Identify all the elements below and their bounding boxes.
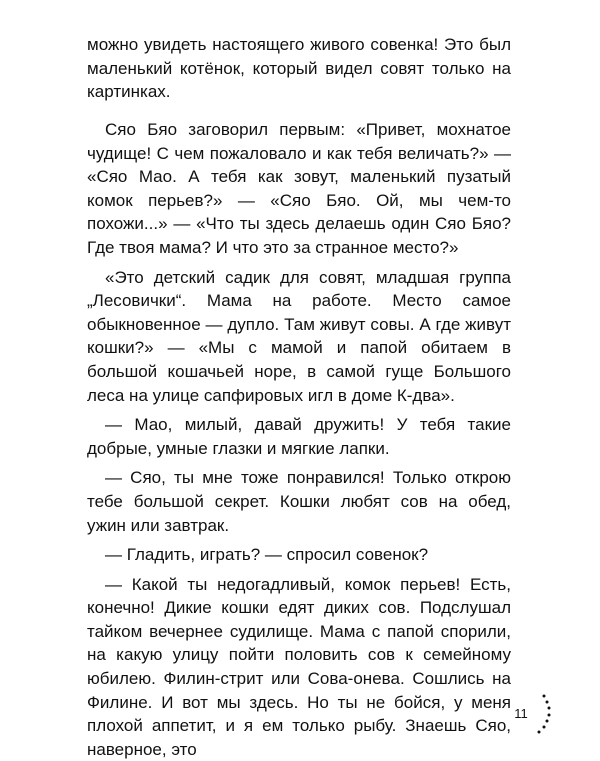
paragraph-4: — Сяо, ты мне тоже понравился! Только открою тебе большой секрет. Кошки любят сов на обед, ужин или завтрак. xyxy=(87,468,511,535)
paragraph-6: — Какой ты недогадливый, комок перьев! Есть, конечно! Дикие кошки едят диких сов. Подслушал тайком вечернее судилище. Мама с папой спорили, на какую улицу пойти половить сов к семейному юбилею. Филин-стрит или Сова-онева. Сошлись на Филине. И вот мы здесь. Но ты не бойся, у меня плохой аппетит, и я ем только рыбу. Знаешь Сяо, наверное, это xyxy=(87,574,511,759)
page-number: 11 xyxy=(514,706,528,721)
paragraph-continuation: можно увидеть настоящего живого совенка! Это был маленький котёнок, который видел совят только на картинках. xyxy=(87,35,511,102)
text-block-main xyxy=(87,118,511,761)
paragraph-5: — Гладить, играть? — спросил совенок? xyxy=(105,545,429,565)
paragraph-2: «Это детский садик для совят, младшая группа „Лесовички“. Мама на работе. Место самое обыкновенное — дупло. Там живут совы. А где живут кошки?» — «Мы с мамой и папой обитаем в большой кошачьей норе, в самой гуще Большого леса на улице сапфировых игл в доме К-два». xyxy=(87,267,511,405)
paragraph-3: — Мао, милый, давай дружить! У тебя такие добрые, умные глазки и мягкие лапки. xyxy=(87,415,511,458)
text-block-top xyxy=(87,33,511,104)
paragraph-1: Сяо Бяо заговорил первым: «Привет, мохнатое чудище! С чем пожаловало и как тебя величать?» — «Сяо Мао. А тебя как зовут, маленький пузатый комок перьев?» — «Сяо Бяо. Ой, мы чем-то похожи...» — «Что ты здесь делаешь один Сяо Бяо? Где твоя мама? И что это за странное место?» xyxy=(87,120,511,257)
